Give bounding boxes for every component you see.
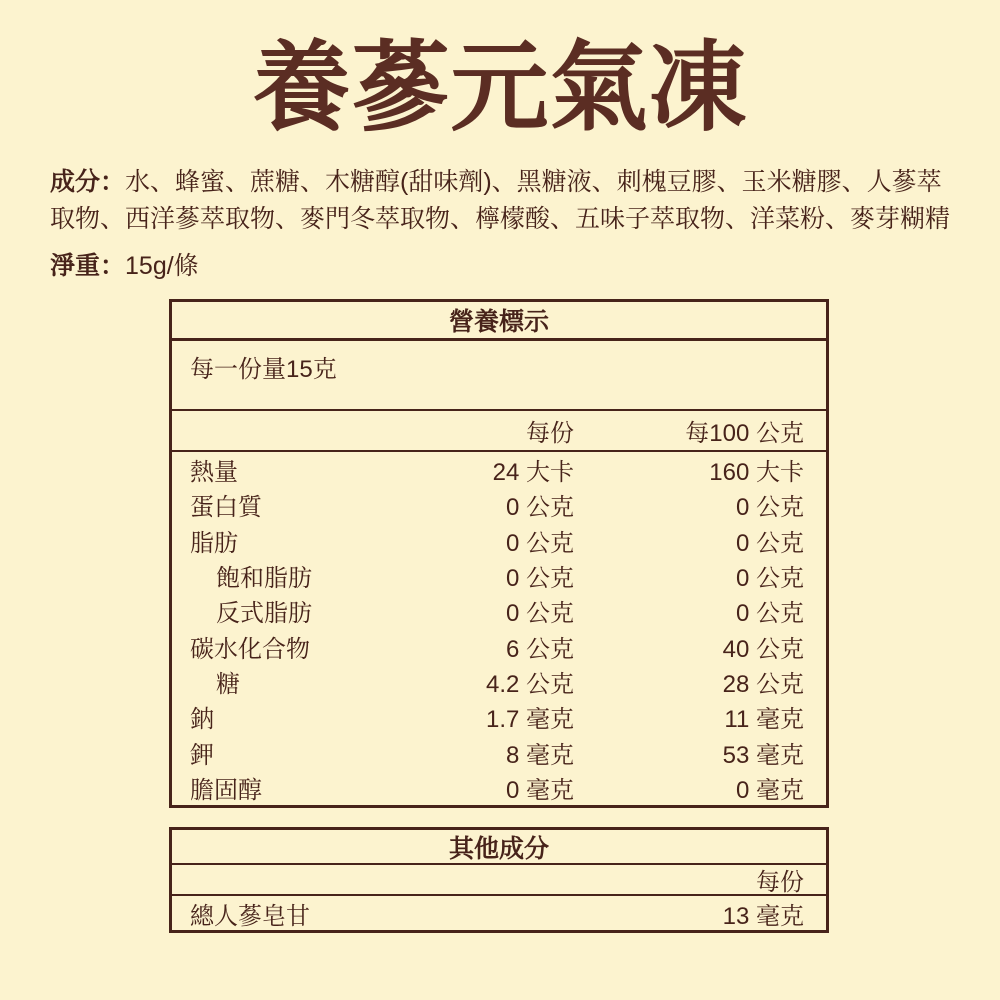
table-row — [172, 896, 826, 930]
ingredients-label: 成分： — [50, 168, 126, 196]
table-row — [172, 593, 826, 628]
table-row — [172, 770, 826, 805]
table-row — [172, 664, 826, 699]
table-row — [172, 699, 826, 734]
other-ingredients-table — [169, 827, 829, 933]
other-column-header-row — [172, 865, 826, 896]
row-per-100g: 160 大卡 — [709, 459, 804, 487]
row-per-100g: 11 毫克 — [724, 706, 804, 734]
table-row — [172, 523, 826, 558]
serving-size-row — [172, 341, 826, 411]
net-weight-label: 淨重： — [50, 252, 126, 280]
row-label: 熱量 — [190, 459, 238, 487]
column-header-per-100g: 每100 公克 — [685, 420, 804, 447]
column-header-row — [172, 411, 826, 452]
row-label: 飽和脂肪 — [216, 565, 312, 593]
table-row — [172, 452, 826, 487]
net-weight-line — [50, 246, 199, 282]
row-per-serving: 1.7 毫克 — [485, 706, 574, 734]
product-title: 養蔘元氣凍 — [252, 35, 748, 143]
row-per-100g: 0 公克 — [735, 494, 804, 522]
nutrition-table — [169, 299, 829, 808]
row-label: 總人蔘皂甘 — [190, 902, 310, 930]
row-per-serving: 4.2 公克 — [485, 670, 574, 698]
row-label: 蛋白質 — [190, 494, 262, 522]
row-per-serving: 0 毫克 — [505, 776, 574, 804]
row-label: 鈉 — [190, 706, 214, 734]
row-label: 反式脂肪 — [216, 600, 312, 628]
ingredients-text: 水、蜂蜜、蔗糖、木糖醇(甜味劑)、黑糖液、刺槐豆膠、玉米糖膠、人蔘萃取物、西洋蔘萃取物、麥門冬萃取物、檸檬酸、五味子萃取物、洋菜粉、麥芽糊精 — [50, 168, 951, 233]
row-per-serving: 0 公克 — [505, 565, 574, 593]
row-per-100g: 0 公克 — [735, 600, 804, 628]
row-per-100g: 0 公克 — [735, 529, 804, 557]
row-per-serving: 0 公克 — [505, 529, 574, 557]
row-per-100g: 40 公克 — [722, 635, 804, 663]
row-per-100g: 0 毫克 — [735, 776, 804, 804]
row-label: 脂肪 — [190, 529, 238, 557]
serving-size-text: 每一份量15克 — [190, 356, 337, 383]
row-per-100g: 53 毫克 — [722, 741, 804, 769]
table-row — [172, 628, 826, 663]
table-row — [172, 487, 826, 522]
row-per-serving: 0 公克 — [505, 494, 574, 522]
column-header-per-serving: 每份 — [526, 420, 574, 447]
row-per-serving: 8 毫克 — [505, 741, 574, 769]
row-per-serving: 6 公克 — [505, 635, 574, 663]
row-label: 膽固醇 — [190, 776, 262, 804]
other-column-header-per-serving: 每份 — [756, 869, 804, 896]
row-per-serving: 24 大卡 — [492, 459, 574, 487]
row-per-100g: 0 公克 — [735, 565, 804, 593]
ingredients-paragraph — [50, 164, 955, 238]
row-per-serving: 13 毫克 — [722, 902, 804, 930]
nutrition-table-title: 營養標示 — [172, 302, 826, 341]
other-ingredients-title: 其他成分 — [172, 830, 826, 865]
table-row — [172, 734, 826, 769]
row-label: 碳水化合物 — [190, 635, 310, 663]
row-per-100g: 28 公克 — [722, 670, 804, 698]
row-per-serving: 0 公克 — [505, 600, 574, 628]
net-weight-value: 15g/條 — [125, 252, 199, 280]
row-label: 糖 — [216, 670, 240, 698]
table-row — [172, 558, 826, 593]
row-label: 鉀 — [190, 741, 214, 769]
